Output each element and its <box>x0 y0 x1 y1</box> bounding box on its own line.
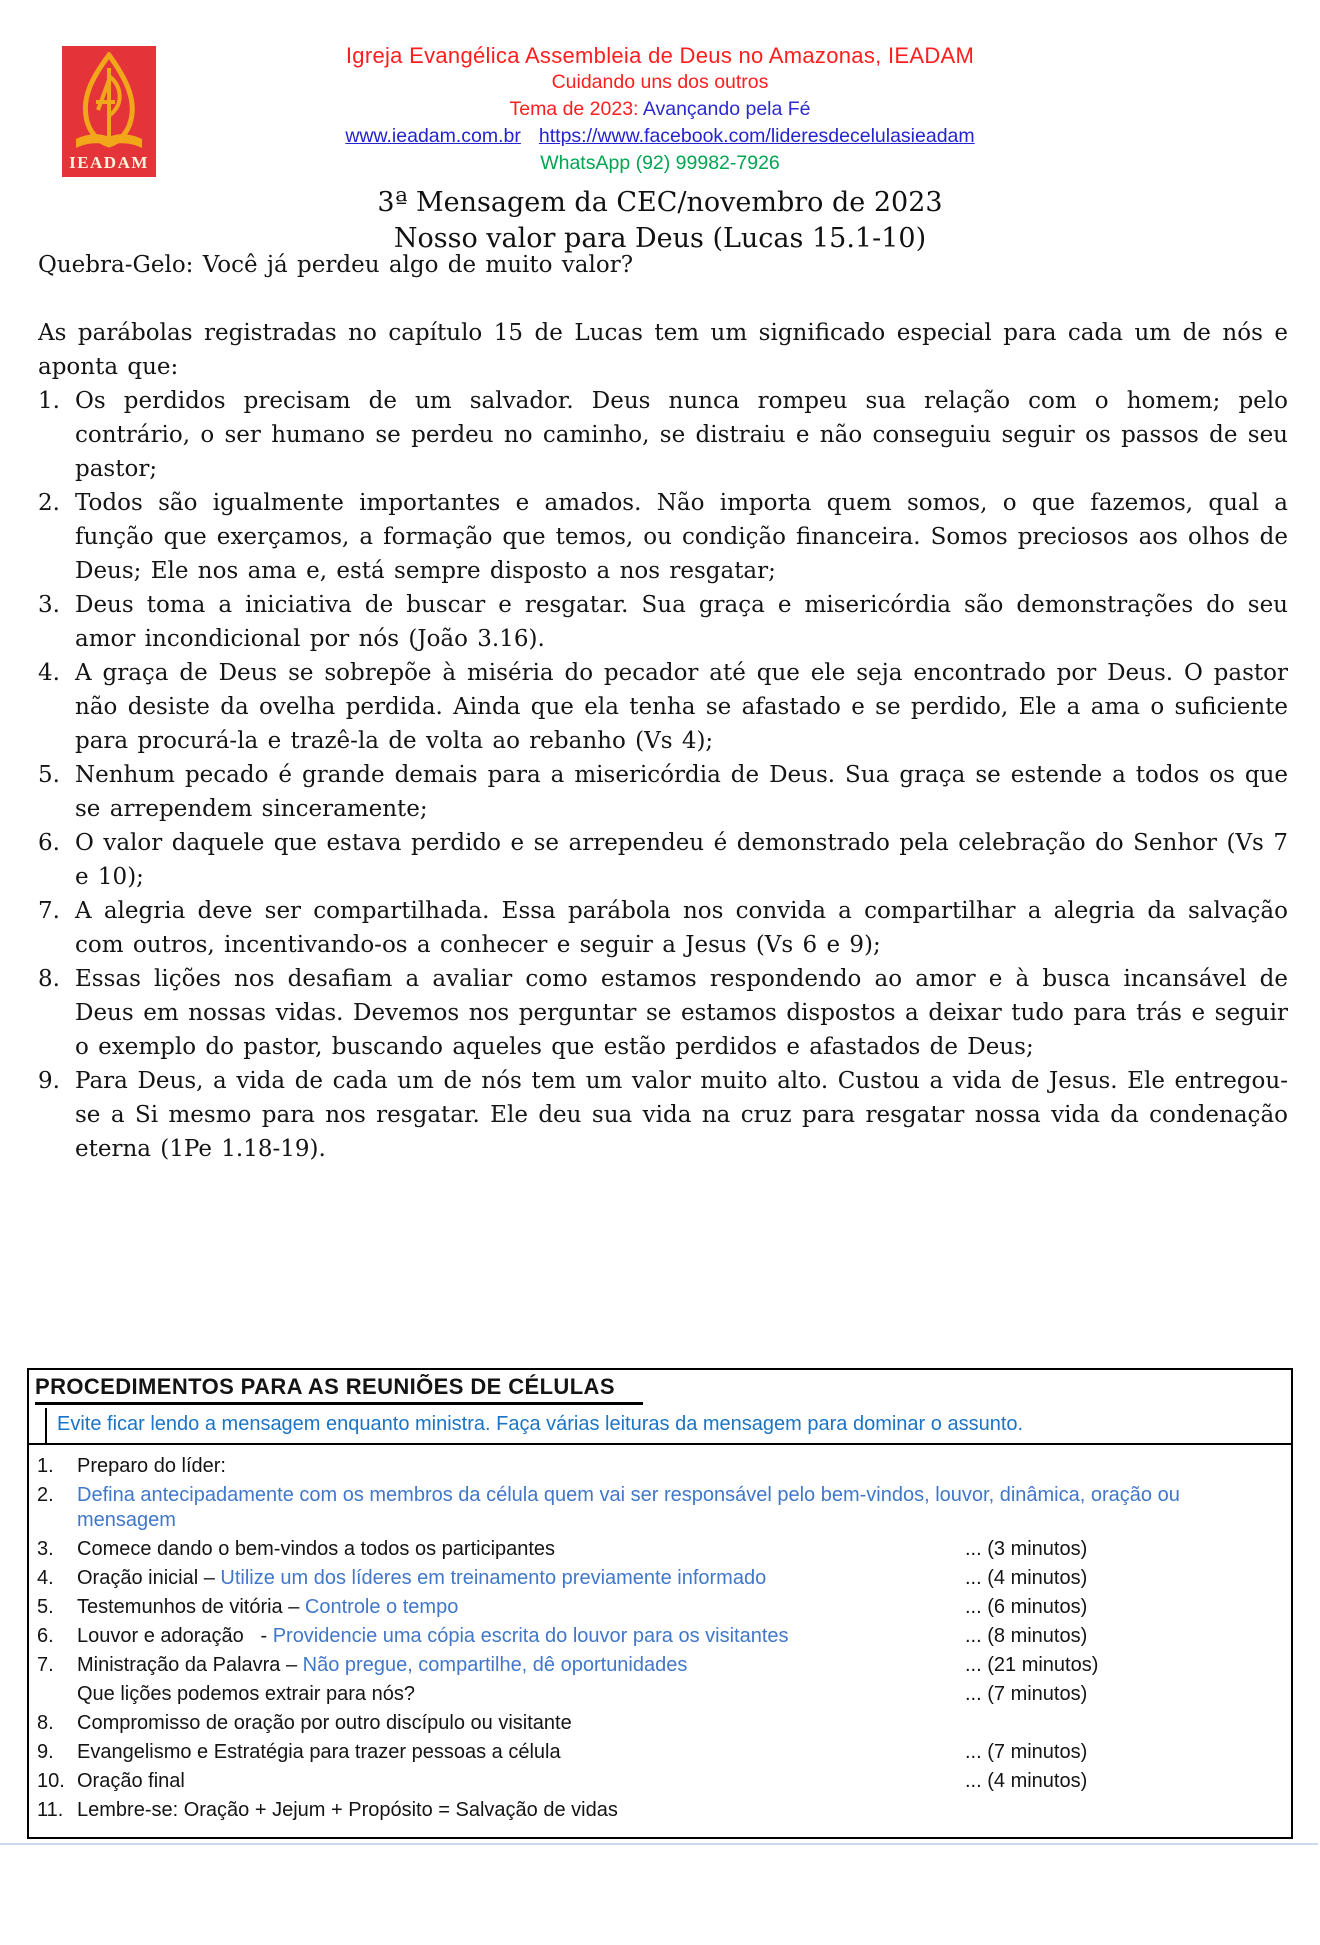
procedure-duration: ... (4 minutos) <box>965 1770 1088 1792</box>
procedure-text <box>77 1454 226 1479</box>
point-text: O valor daquele que estava perdido e se arrependeu é demonstrado pela celebração do Senhor (Vs 7 e 10); <box>75 830 1288 890</box>
procedure-duration: ... (4 minutos) <box>965 1567 1088 1589</box>
procedure-text-black: Que lições podemos extrair para nós? <box>77 1683 415 1705</box>
document-header <box>0 0 1320 177</box>
point-number: 9. <box>38 1068 60 1094</box>
point-text: A alegria deve ser compartilhada. Essa parábola nos convida a compartilhar a alegria da salvação com outros, incentivando-os a conhecer e seguir a Jesus (Vs 6 e 9); <box>75 898 1288 958</box>
procedure-row <box>37 1564 1285 1593</box>
procedure-text-black: Preparo do líder: <box>77 1455 226 1477</box>
church-name: Igreja Evangélica Assembleia de Deus no Amazonas, IEADAM <box>345 43 975 68</box>
procedure-row <box>37 1680 1285 1709</box>
procedure-number: 1. <box>37 1455 54 1477</box>
procedure-number: 5. <box>37 1596 54 1618</box>
procedure-duration: ... (7 minutos) <box>965 1741 1088 1763</box>
procedure-number <box>37 1682 77 1707</box>
procedure-duration: ... (21 minutos) <box>965 1654 1099 1676</box>
procedure-text-black: Evangelismo e Estratégia para trazer pessoas a célula <box>77 1741 561 1763</box>
procedure-row <box>37 1535 1285 1564</box>
church-logo-text: IEADAM <box>69 153 149 172</box>
procedures-title-row <box>29 1370 1291 1408</box>
point-number: 5. <box>38 762 60 788</box>
numbered-point <box>38 758 1288 826</box>
procedure-highlight: Providencie uma cópia escrita do louvor para os visitantes <box>272 1625 789 1647</box>
procedure-text-black: Compromisso de oração por outro discípulo ou visitante <box>77 1712 572 1734</box>
message-subtitle: Nosso valor para Deus (Lucas 15.1-10) <box>393 223 927 254</box>
procedure-row <box>37 1767 1285 1796</box>
procedure-number: 2. <box>37 1484 54 1506</box>
theme-label: Tema de 2023: <box>509 98 639 120</box>
numbered-point <box>38 1064 1288 1166</box>
points-list <box>38 384 1288 1166</box>
numbered-point <box>38 384 1288 486</box>
facebook-link[interactable]: https://www.facebook.com/lideresdecelulasieadam <box>538 125 975 147</box>
point-number: 4. <box>38 660 60 686</box>
procedure-duration: ... (7 minutos) <box>965 1683 1088 1705</box>
church-motto: Cuidando uns dos outros <box>551 71 769 93</box>
procedure-row <box>37 1738 1285 1767</box>
procedure-highlight: Não pregue, compartilhe, dê oportunidades <box>302 1654 688 1676</box>
procedure-duration: ... (3 minutos) <box>965 1538 1088 1560</box>
point-text: A graça de Deus se sobrepõe à miséria do pecador até que ele seja encontrado por Deus. O pastor não desiste da ovelha perdida. Ainda que ela tenha se afastado e se perdido, Ele a ama o suficiente para procurá-la e trazê-la de volta ao rebanho (Vs 4); <box>75 660 1288 754</box>
procedure-text <box>77 1624 789 1649</box>
procedure-row <box>37 1796 1285 1825</box>
procedure-text <box>77 1537 555 1562</box>
procedure-number: 6. <box>37 1625 54 1647</box>
intro-paragraph: As parábolas registradas no capítulo 15 de Lucas tem um significado especial para cada um de nós e aponta que: <box>38 320 1288 380</box>
procedure-duration: ... (8 minutos) <box>965 1625 1088 1647</box>
point-number: 2. <box>38 490 60 516</box>
procedure-text-black: Ministração da Palavra – <box>77 1654 303 1676</box>
procedure-text <box>77 1798 618 1823</box>
procedure-row <box>37 1593 1285 1622</box>
procedure-text-black: Comece dando o bem-vindos a todos os participantes <box>77 1538 556 1560</box>
point-number: 1. <box>38 388 60 414</box>
procedures-table <box>27 1368 1293 1839</box>
procedure-number: 4. <box>37 1567 54 1589</box>
point-text: Essas lições nos desafiam a avaliar como estamos respondendo ao amor e à busca incansável de Deus em nossas vidas. Devemos nos perguntar se estamos dispostos a deixar tudo para trás e seguir o exemplo do pastor, buscando aqueles que estão perdidos e afastados de Deus; <box>75 966 1288 1060</box>
point-number: 7. <box>38 898 60 924</box>
procedure-row <box>37 1622 1285 1651</box>
message-body <box>38 248 1288 1166</box>
procedure-text <box>77 1653 687 1678</box>
point-number: 3. <box>38 592 60 618</box>
website-link[interactable]: www.ieadam.com.br <box>345 125 521 147</box>
page-bottom-divider <box>0 1843 1318 1845</box>
icebreaker-question: Quebra-Gelo: Você já perdeu algo de muito valor? <box>38 252 634 278</box>
procedure-highlight: Controle o tempo <box>304 1596 459 1618</box>
procedure-text-black: Oração inicial – <box>77 1567 221 1589</box>
procedure-highlight: Utilize um dos líderes em treinamento previamente informado <box>220 1567 767 1589</box>
procedure-text <box>77 1682 415 1707</box>
theme-line <box>0 96 1320 123</box>
procedure-text-black: Testemunhos de vitória – <box>77 1596 305 1618</box>
links-line <box>0 123 1320 150</box>
numbered-point <box>38 826 1288 894</box>
procedure-row <box>37 1709 1285 1738</box>
numbered-point <box>38 962 1288 1064</box>
point-number: 8. <box>38 966 60 992</box>
message-title: 3ª Mensagem da CEC/novembro de 2023 <box>377 187 943 218</box>
procedure-row <box>37 1651 1285 1680</box>
procedure-number: 7. <box>37 1654 54 1676</box>
procedure-duration: ... (6 minutos) <box>965 1596 1088 1618</box>
procedure-row <box>37 1481 1285 1535</box>
numbered-point <box>38 894 1288 962</box>
point-text: Para Deus, a vida de cada um de nós tem um valor muito alto. Custou a vida de Jesus. Ele entregou-se a Si mesmo para nos resgatar. Ele deu sua vida na cruz para resgatar nossa vida da condenação eterna (1Pe 1.18-19). <box>75 1068 1288 1162</box>
procedure-text-black: Louvor e adoração - <box>77 1625 273 1647</box>
point-text: Os perdidos precisam de um salvador. Deus nunca rompeu sua relação com o homem; pelo contrário, o ser humano se perdeu no caminho, se distraiu e não conseguiu seguir os passos de seu pastor; <box>75 388 1288 482</box>
procedure-number: 10. <box>37 1770 65 1792</box>
church-logo <box>62 46 156 177</box>
procedures-note-row <box>29 1408 1291 1445</box>
procedures-section <box>27 1368 1293 1839</box>
numbered-point <box>38 588 1288 656</box>
procedure-number: 3. <box>37 1538 54 1560</box>
procedures-list <box>29 1445 1291 1837</box>
procedure-highlight: Defina antecipadamente com os membros da célula quem vai ser responsável pelo bem-vindos, louvor, dinâmica, oração ou mensagem <box>77 1484 1180 1531</box>
procedure-text <box>77 1566 766 1591</box>
procedure-number: 11. <box>37 1799 64 1821</box>
whatsapp-line: WhatsApp (92) 99982-7926 <box>540 152 780 174</box>
procedure-text <box>77 1740 561 1765</box>
procedure-text <box>77 1711 572 1736</box>
procedures-note: Evite ficar lendo a mensagem enquanto ministra. Faça várias leituras da mensagem para dominar o assunto. <box>45 1408 1291 1443</box>
numbered-point <box>38 486 1288 588</box>
procedure-text <box>77 1595 458 1620</box>
procedure-text <box>77 1769 185 1794</box>
point-number: 6. <box>38 830 60 856</box>
procedure-number: 8. <box>37 1712 54 1734</box>
point-text: Deus toma a iniciativa de buscar e resgatar. Sua graça e misericórdia são demonstrações do seu amor incondicional por nós (João 3.16). <box>75 592 1288 652</box>
procedure-text-black: Lembre-se: Oração + Jejum + Propósito = Salvação de vidas <box>77 1799 618 1821</box>
procedure-text <box>77 1483 1197 1533</box>
procedure-row <box>37 1452 1285 1481</box>
procedure-number: 9. <box>37 1741 54 1763</box>
procedure-text-black: Oração final <box>77 1770 185 1792</box>
flame-book-emblem-icon <box>65 52 153 152</box>
theme-value: Avançando pela Fé <box>642 98 811 120</box>
message-title-block <box>0 185 1320 257</box>
point-text: Nenhum pecado é grande demais para a misericórdia de Deus. Sua graça se estende a todos os que se arrependem sinceramente; <box>75 762 1288 822</box>
point-text: Todos são igualmente importantes e amados. Não importa quem somos, o que fazemos, qual a função que exerçamos, a formação que temos, ou condição financeira. Somos preciosos aos olhos de Deus; Ele nos ama e, está sempre disposto a nos resgatar; <box>75 490 1288 584</box>
procedures-title: PROCEDIMENTOS PARA AS REUNIÕES DE CÉLULAS <box>35 1374 643 1405</box>
numbered-point <box>38 656 1288 758</box>
